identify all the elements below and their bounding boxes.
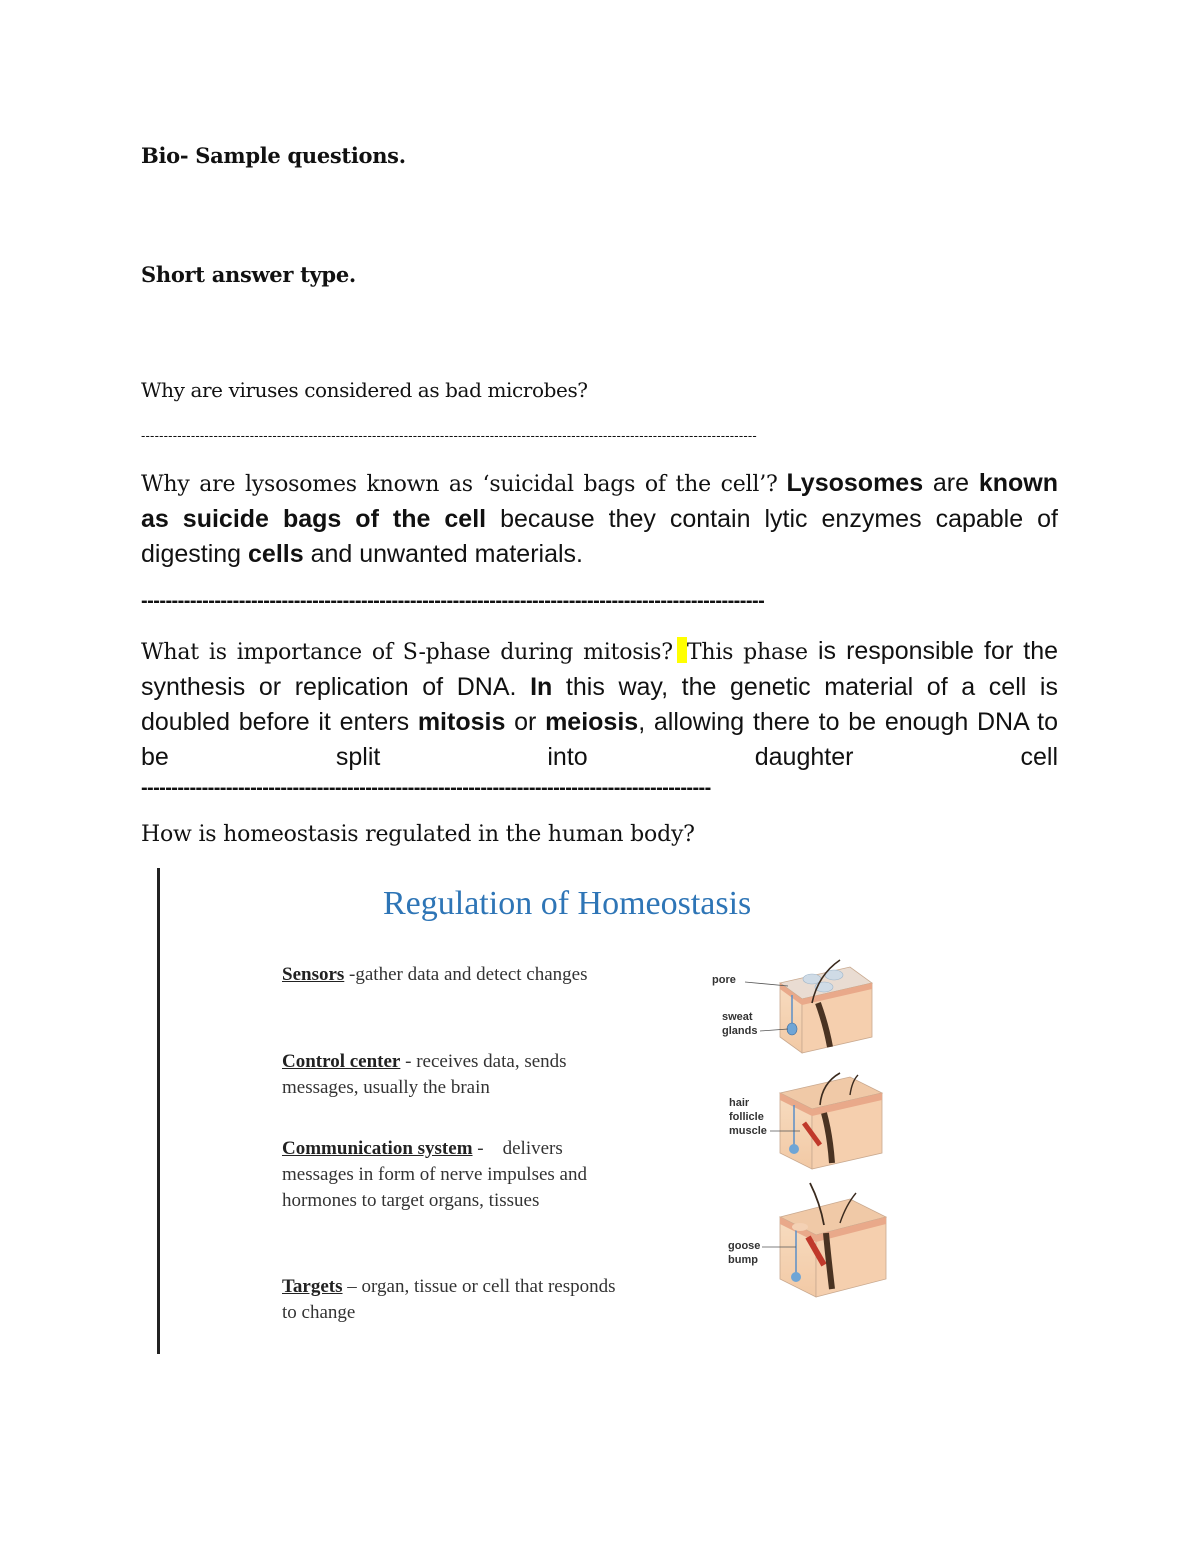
- answer-text: or: [505, 708, 546, 736]
- question-homeostasis: How is homeostasis regulated in the human body?: [141, 822, 695, 847]
- item-term: Sensors: [282, 964, 345, 985]
- divider-line: ----------------------------------------------------------------------------------------------------------------------------------------: [141, 428, 757, 443]
- figure-title: Regulation of Homeostasis: [383, 885, 752, 922]
- answer-bold: Lysosomes: [786, 469, 924, 497]
- answer-text: is responsible for the synthesis or replication of DNA.: [141, 637, 1059, 701]
- item-desc: – organ, tissue or cell that responds to change: [282, 1276, 616, 1323]
- answer-text: this way, the genetic material of a cell is doubled before it enters: [141, 673, 1058, 736]
- answer-text: are: [923, 469, 979, 497]
- answer-bold: known as suicide bags of the cell: [141, 469, 1059, 533]
- text-highlight: [677, 637, 687, 663]
- figure-border-line: [157, 868, 160, 1354]
- skin-block-goose: [762, 1183, 886, 1297]
- item-desc: - receives data, sends messages, usually the brain: [282, 1051, 567, 1098]
- skin-block-hair: [770, 1073, 882, 1169]
- item-term: Targets: [282, 1276, 343, 1297]
- question-text: Why are lysosomes known as ‘suicidal bags of the cell’?: [141, 472, 778, 497]
- label-pore: pore: [712, 974, 736, 986]
- item-desc: - delivers messages in form of nerve impulses and hormones to target organs, tissues: [282, 1138, 592, 1211]
- label-goose: goose: [728, 1240, 761, 1252]
- answer-bold: cells: [248, 540, 304, 568]
- answer-text: , allowing there to be enough DNA to be split into daughter cell: [141, 708, 1058, 771]
- skin-block-sweat: [745, 960, 872, 1053]
- figure-item-targets: [282, 1274, 627, 1326]
- question-lysosomes: [141, 466, 1058, 572]
- skin-diagram: [700, 955, 900, 1325]
- answer-text: and unwanted materials.: [303, 540, 583, 568]
- divider-line: ------------------------------------------------------------------------------------------------------: [141, 590, 765, 612]
- label-hair: hair: [729, 1097, 750, 1109]
- answer-bold: mitosis: [417, 708, 506, 736]
- label-bump: bump: [728, 1254, 758, 1266]
- label-sweat: sweat: [722, 1011, 753, 1023]
- section-heading: Short answer type.: [141, 262, 356, 287]
- answer-text: This phase: [686, 640, 808, 665]
- divider-line: ----------------------------------------------------------------------------------------------: [141, 777, 711, 799]
- answer-text: because they contain lytic enzymes capable of digesting: [141, 505, 1058, 568]
- figure-item-sensors: [282, 962, 627, 988]
- question-text: What is importance of S-phase during mitosis?: [141, 640, 673, 665]
- item-desc: -gather data and detect changes: [344, 964, 588, 985]
- answer-bold: meiosis: [545, 708, 639, 736]
- figure-item-control-center: [282, 1049, 627, 1101]
- document-title: Bio- Sample questions.: [141, 143, 406, 168]
- label-muscle: muscle: [729, 1125, 767, 1137]
- answer-bold: In: [530, 673, 553, 701]
- figure-item-communication-system: [282, 1136, 627, 1214]
- item-term: Communication system: [282, 1138, 473, 1159]
- label-follicle: follicle: [729, 1111, 764, 1123]
- label-glands: glands: [722, 1025, 758, 1037]
- question-s-phase: [141, 634, 1058, 775]
- question-viruses: Why are viruses considered as bad microbes?: [141, 378, 588, 402]
- item-term: Control center: [282, 1051, 401, 1072]
